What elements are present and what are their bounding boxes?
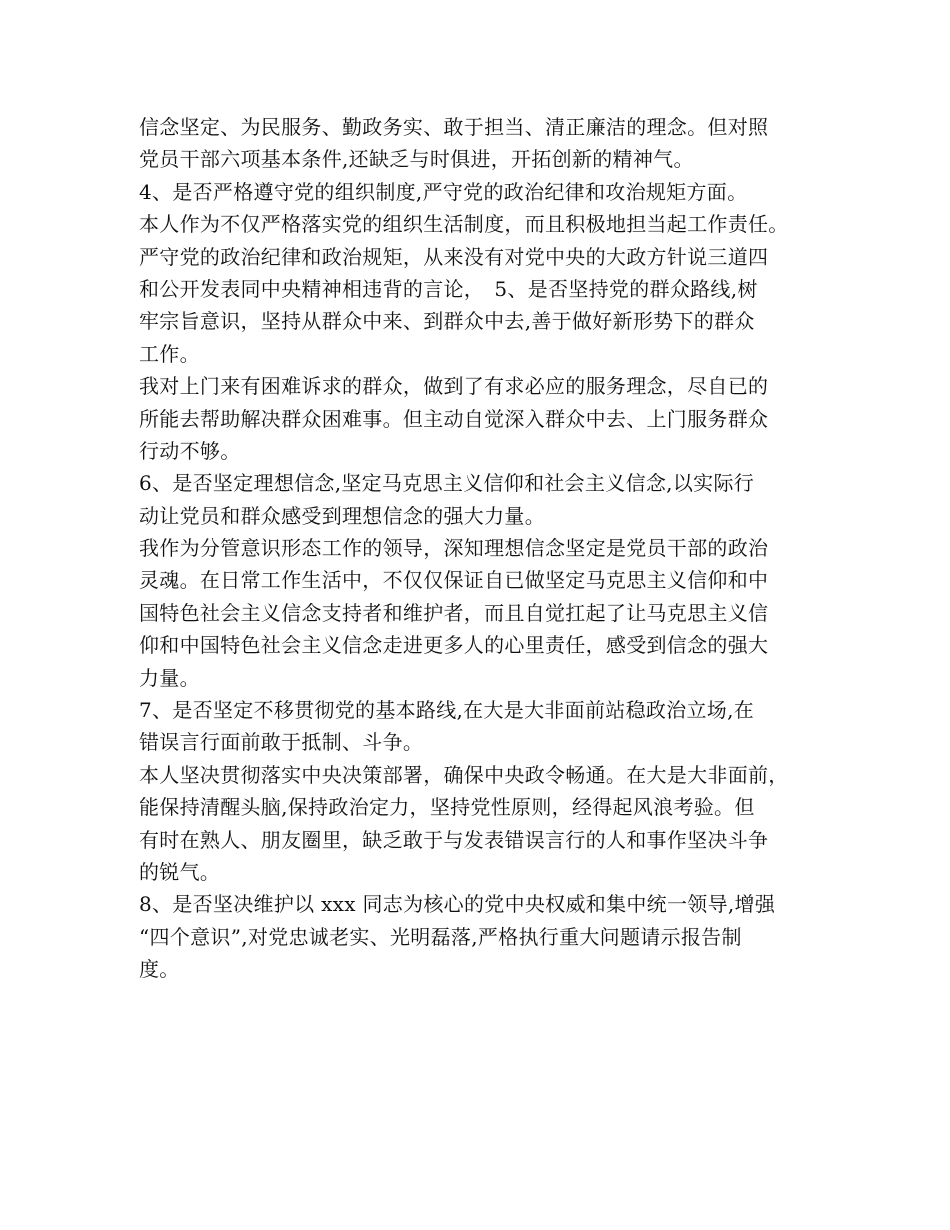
text-line: “四个意识”,对党忠诚老实、光明磊落,严格执行重大问题请示报告制	[139, 924, 742, 949]
text-line: 的锐气。	[139, 859, 221, 884]
text-line: 有时在熟人、朋友圈里，缺乏敢于与发表错误言行的人和事作坚决斗争	[139, 827, 769, 852]
text-line: 行动不够。	[139, 438, 241, 463]
text-line: 能保持清醒头脑,保持政治定力，坚持党性原则，经得起风浪考验。但	[139, 795, 755, 820]
text-line: 信念坚定、为民服务、勤政务实、敢于担当、清正廉洁的理念。但对照	[139, 115, 769, 139]
text-line: 错误言行面前敢于抵制、斗争。	[139, 730, 424, 755]
text-line: 所能去帮助解决群众困难事。但主动自觉深入群众中去、上门服务群众	[139, 406, 769, 431]
text-line: 我作为分管意识形态工作的领导，深知理想信念坚定是党员干部的政治	[139, 536, 769, 561]
text-line: 6、是否坚定理想信念,坚定马克思主义信仰和社会主义信念,以实际行	[139, 471, 755, 496]
text-line: 动让党员和群众感受到理想信念的强大力量。	[139, 503, 545, 528]
text-line: 严守党的政治纪律和政治规矩，从来没有对党中央的大政方针说三道四	[139, 244, 769, 269]
text-line: 4、是否严格遵守党的组织制度,严守党的政治纪律和攻治规矩方面。	[139, 179, 748, 204]
text-line: 牢宗旨意识，坚持从群众中来、到群众中去,善于做好新形势下的群众	[139, 309, 755, 334]
text-line: 我对上门来有困难诉求的群众，做到了有求必应的服务理念，尽自已的	[139, 374, 769, 399]
text-line: 党员干部六项基本条件,还缺乏与时俱进，开拓创新的精神气。	[139, 147, 694, 172]
text-line: 和公开发表同中央精神相违背的言论， 5、是否坚持党的群众路线,树	[139, 276, 758, 301]
text-line: 度。	[139, 957, 180, 982]
text-line: 仰和中国特色社会主义信念走进更多人的心里责任，感受到信念的强大	[139, 633, 769, 658]
text-line: 力量。	[139, 665, 200, 690]
text-line: 灵魂。在日常工作生活中，不仅仅保证自已做坚定马克思主义信仰和中	[139, 568, 769, 593]
text-line: 8、是否坚决维护以 xxx 同志为核心的党中央权威和集中统一领导,增强	[139, 892, 776, 917]
text-line: 本人坚决贯彻落实中央决策部署，确保中央政令畅通。在大是大非面前，	[139, 762, 789, 787]
text-line: 7、是否坚定不移贯彻党的基本路线,在大是大非面前站稳政治立场,在	[139, 698, 755, 723]
text-line: 国特色社会主义信念支持者和维护者，而且自觉扛起了让马克思主义信	[139, 600, 769, 625]
text-line: 工作。	[139, 341, 200, 366]
text-line: 本人作为不仅严格落实党的组织生活制度，而且积极地担当起工作责任。	[139, 212, 789, 237]
document-body	[139, 111, 829, 986]
